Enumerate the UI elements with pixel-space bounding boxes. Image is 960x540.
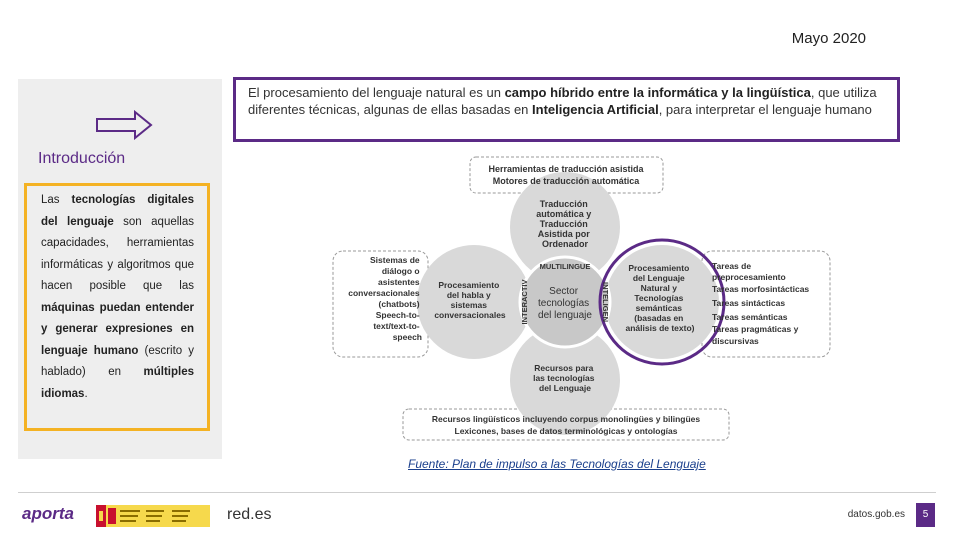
logo-redes: red.es bbox=[227, 506, 272, 523]
government-logo bbox=[96, 505, 210, 527]
intro-text-2: son aquellas capacidades, herramientas informáticas y algoritmos que hacen posible que las bbox=[41, 215, 194, 292]
intro-text-4: . bbox=[84, 387, 88, 400]
center-right-label: INTELIGEN bbox=[601, 281, 610, 323]
bottom-box-line-1: Recursos lingüísticos incluyendo corpus monolingües y bilingües bbox=[431, 414, 701, 424]
slide-date: Mayo 2020 bbox=[791, 30, 866, 47]
definition-box bbox=[233, 77, 900, 142]
def-text-3: , para interpretar el lenguaje humano bbox=[658, 102, 872, 117]
right-box-text: Tareas de preprocesamiento Tareas morfosintácticas Tareas sintácticas Tareas semánticas Tareas pragmáticas y discursivas bbox=[712, 261, 810, 346]
footer-divider bbox=[18, 492, 936, 493]
bottom-box-line-2: Lexicones, bases de datos terminológicas y ontologías bbox=[454, 426, 678, 436]
arrow-right-icon bbox=[95, 110, 155, 140]
section-title: Introducción bbox=[38, 150, 126, 167]
def-bold-1: campo híbrido entre la informática y la lingüística bbox=[504, 85, 811, 100]
intro-text-box bbox=[24, 183, 210, 431]
def-text-1: El procesamiento del lenguaje natural es un bbox=[248, 85, 505, 100]
top-box-line-2: Motores de traducción automática bbox=[492, 176, 640, 186]
intro-bold-1: tecnologías digitales del lenguaje bbox=[41, 194, 194, 228]
intro-text-1: Las bbox=[41, 194, 72, 206]
left-box-text: Sistemas de diálogo o asistentes conversacionales (chatbots) Speech-to- text/text-to- speech bbox=[348, 255, 422, 342]
source-link[interactable]: Fuente: Plan de impulso a las Tecnologías del Lenguaje bbox=[408, 457, 706, 471]
top-box-line-1: Herramientas de traducción asistida bbox=[488, 164, 644, 174]
logo-aporta: aporta bbox=[22, 504, 74, 523]
intro-bold-2: máquinas puedan entender y generar expresiones en lenguaje humano bbox=[41, 301, 194, 357]
center-text: Sector tecnologías del lenguaje bbox=[538, 286, 592, 321]
left-circle-text: Procesamiento del habla y sistemas conversacionales bbox=[434, 280, 506, 320]
def-text-2: , que utiliza diferentes técnicas, algunas de ellas basadas en bbox=[248, 85, 877, 117]
def-bold-2: Inteligencia Artificial bbox=[532, 102, 659, 117]
center-top-label: MULTILINGUE bbox=[539, 262, 591, 271]
page-number: 5 bbox=[916, 503, 935, 527]
language-tech-diagram bbox=[332, 155, 832, 445]
intro-text-3: (escrito y hablado) en bbox=[41, 344, 194, 378]
center-left-label: INTERACTIV bbox=[520, 279, 529, 325]
bottom-circle-text: Recursos para las tecnologías del Lenguaje bbox=[533, 363, 595, 393]
top-circle-text: Traducción automática y Traducción Asistida por Ordenador bbox=[536, 199, 592, 249]
intro-bold-3: múltiples idiomas bbox=[41, 366, 194, 400]
right-circle-text: Procesamiento del Lenguaje Natural y Tecnologías semánticas (basadas en análisis de texto) bbox=[625, 263, 695, 333]
footer-url: datos.gob.es bbox=[847, 509, 905, 520]
